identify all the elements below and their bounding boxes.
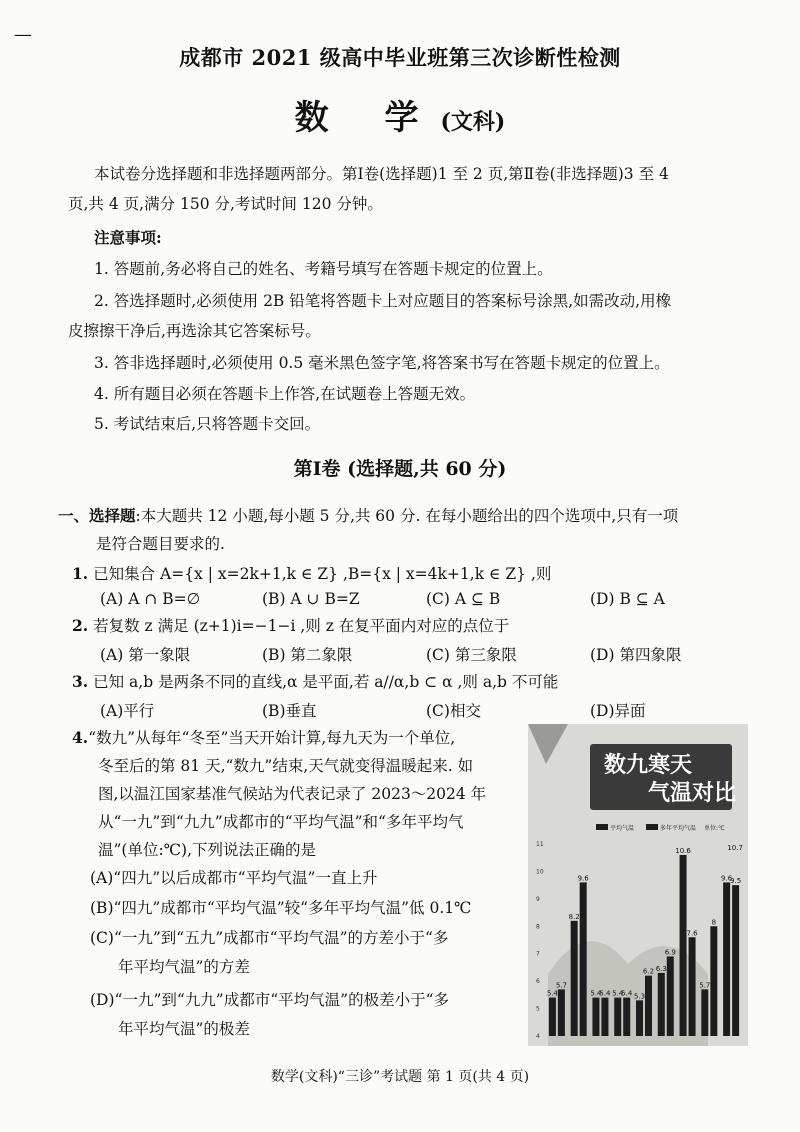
question-text: 已知集合 A={x | x=2k+1,k ∈ Z} ,B={x | x=4k+1,k ∈ Z} ,则 xyxy=(93,565,552,583)
bar-value-label: 9.5 xyxy=(730,877,742,886)
legend-unit: 单位:℃ xyxy=(704,825,725,832)
q1-option-a: (A) A ∩ B=∅ xyxy=(100,590,201,608)
bar-value-label: 8.2 xyxy=(568,912,580,921)
question-4-stem-line-1 xyxy=(72,724,455,752)
bar-avg xyxy=(723,882,730,1036)
bar-value-label: 5.4 xyxy=(612,989,624,998)
q3-option-b: (B)垂直 xyxy=(262,702,317,720)
intro-line-1: 本试卷分选择题和非选择题两部分。第Ⅰ卷(选择题)1 至 2 页,第Ⅱ卷(非选择题)3 至 4 xyxy=(94,165,669,183)
q4-option-b: (B)“四九”成都市“平均气温”较“多年平均气温”低 0.1℃ xyxy=(90,899,472,917)
notice-heading: 注意事项: xyxy=(94,228,162,247)
bar-value-label: 7.6 xyxy=(686,929,698,938)
section-title: 第Ⅰ卷 (选择题,共 60 分) xyxy=(293,458,507,480)
part-label: 一、选择题 xyxy=(58,506,136,525)
part-instructions xyxy=(58,506,678,526)
legend-label-hist: 多年平均气温 xyxy=(660,825,697,832)
y-tick-label: 7 xyxy=(536,950,540,958)
bar-value-label: 6.3 xyxy=(655,964,667,973)
q4-option-a: (A)“四九”以后成都市“平均气温”一直上升 xyxy=(90,869,378,887)
chart-legend xyxy=(596,824,725,832)
page-dash-mark: — xyxy=(14,24,32,45)
question-4-stem-line-2: 冬至后的第 81 天,“数九”结束,天气就变得温暖起来. 如 xyxy=(98,757,474,775)
bar-hist xyxy=(710,926,717,1036)
y-tick-label: 9 xyxy=(536,895,540,903)
subject-title xyxy=(0,90,800,139)
y-tick-label: 11 xyxy=(536,841,544,848)
legend-swatch-avg xyxy=(596,824,608,830)
notice-item-2: 2. 答选择题时,必须使用 2B 铅笔将答题卡上对应题目的答案标号涂黑,如需改动,用橡 xyxy=(94,292,672,310)
bar-value-label: 5.4 xyxy=(599,989,611,998)
question-text: “数九”从每年“冬至”当天开始计算,每九天为一个单位, xyxy=(88,729,456,747)
bar-hist xyxy=(667,956,674,1036)
question-number: 1. xyxy=(72,564,89,583)
chart-title-line-2: 气温对比 xyxy=(648,781,737,806)
question-number: 3. xyxy=(72,672,89,691)
y-tick-label: 6 xyxy=(536,978,540,986)
bar-avg xyxy=(701,989,708,1036)
subject-main: 数 学 xyxy=(294,98,441,138)
bar-avg xyxy=(658,973,665,1036)
bar-avg xyxy=(680,855,687,1036)
bar-value-label: 5.4 xyxy=(621,989,633,998)
legend-label-avg: 平均气温 xyxy=(610,825,635,832)
bar-hist xyxy=(623,998,630,1036)
bar-value-label: 10.6 xyxy=(675,846,691,855)
part-desc-1: :本大题共 12 小题,每小题 5 分,共 60 分. 在每小题给出的四个选项中,只有一项 xyxy=(135,507,679,525)
legend-swatch-hist xyxy=(646,824,658,830)
bar-value-label: 5.7 xyxy=(699,981,711,990)
bar-value-label: 9.6 xyxy=(721,874,733,883)
question-4-stem-line-5: 温”(单位:℃),下列说法正确的是 xyxy=(98,841,317,859)
bar-value-label: 6.9 xyxy=(664,948,676,957)
intro-line-2: 页,共 4 页,满分 150 分,考试时间 120 分钟。 xyxy=(68,195,383,213)
bar-value-label: 6.2 xyxy=(642,967,655,976)
bar-avg xyxy=(636,1000,643,1036)
notice-item-5: 5. 考试结束后,只将答题卡交回。 xyxy=(94,415,321,433)
q4-option-d: (D)“一九”到“九九”成都市“平均气温”的极差小于“多 xyxy=(90,991,449,1009)
bar-avg xyxy=(592,998,599,1036)
q1-option-c: (C) A ⊆ B xyxy=(426,590,501,608)
q4-option-c: (C)“一九”到“五九”成都市“平均气温”的方差小于“多 xyxy=(90,929,449,947)
q2-option-c: (C) 第三象限 xyxy=(426,646,517,664)
question-3-stem xyxy=(72,670,558,692)
bar-hist xyxy=(580,882,587,1036)
notice-item-1: 1. 答题前,务必将自己的姓名、考籍号填写在答题卡规定的位置上。 xyxy=(94,260,553,278)
bar-avg xyxy=(571,921,578,1036)
bar-value-label: 5.7 xyxy=(555,981,567,990)
question-number: 2. xyxy=(72,616,89,635)
bar-value-label: 5.4 xyxy=(590,989,602,998)
bar-value-label: 8 xyxy=(711,918,717,927)
question-4-stem-line-4: 从“一九”到“九九”成都市的“平均气温”和“多年平均气 xyxy=(98,813,464,831)
bar-value-label: 5.4 xyxy=(546,989,558,998)
bar-hist xyxy=(645,976,652,1036)
part-desc-2: 是符合题目要求的. xyxy=(96,535,225,553)
q2-option-d: (D) 第四象限 xyxy=(590,646,682,664)
q1-option-b: (B) A ∪ B=Z xyxy=(262,590,360,608)
temperature-bar-chart xyxy=(528,724,748,1046)
y-tick-label: 5 xyxy=(536,1005,540,1013)
q3-option-c: (C)相交 xyxy=(426,702,481,720)
y-tick-label: 8 xyxy=(536,923,540,931)
bar-hist xyxy=(732,885,739,1036)
bar-hist xyxy=(558,989,565,1036)
question-2-stem xyxy=(72,614,509,636)
chart-title-line-1: 数九寒天 xyxy=(604,753,693,778)
y-tick-label: 10 xyxy=(536,868,544,876)
question-1-stem xyxy=(72,562,551,584)
q3-option-a: (A)平行 xyxy=(100,702,155,720)
bar-avg xyxy=(549,998,556,1036)
bar-hist xyxy=(601,998,608,1036)
y-tick-label: 4 xyxy=(536,1033,540,1040)
subject-sub: (文科) xyxy=(440,109,506,135)
question-number: 4. xyxy=(72,728,89,747)
bar-extra-label: 10.7 xyxy=(727,844,743,853)
q4-option-d-cont: 年平均气温”的极差 xyxy=(118,1020,250,1038)
bar-value-label: 9.6 xyxy=(577,874,589,883)
page-footer: 数学(文科)“三诊”考试题 第 1 页(共 4 页) xyxy=(270,1069,530,1085)
notice-item-4: 4. 所有题目必须在答题卡上作答,在试题卷上答题无效。 xyxy=(94,385,476,403)
exam-title: 成都市 2021 级高中毕业班第三次诊断性检测 xyxy=(179,45,621,70)
bar-avg xyxy=(614,998,621,1036)
notice-item-3: 3. 答非选择题时,必须使用 0.5 毫米黑色签字笔,将答案书写在答题卡规定的位置上。 xyxy=(94,354,670,372)
question-4-stem-line-3: 图,以温江国家基准气候站为代表记录了 2023～2024 年 xyxy=(98,785,487,803)
question-text: 已知 a,b 是两条不同的直线,α 是平面,若 a//α,b ⊂ α ,则 a,b 不可能 xyxy=(93,673,559,691)
q2-option-a: (A) 第一象限 xyxy=(100,646,191,664)
q2-option-b: (B) 第二象限 xyxy=(262,646,353,664)
q3-option-d: (D)异面 xyxy=(590,702,646,720)
q1-option-d: (D) B ⊆ A xyxy=(590,590,665,608)
bar-value-label: 5.3 xyxy=(633,992,646,1001)
notice-item-2-cont: 皮擦擦干净后,再选涂其它答案标号。 xyxy=(68,322,321,340)
q4-option-c-cont: 年平均气温”的方差 xyxy=(118,958,250,976)
question-text: 若复数 z 满足 (z+1)i=−1−i ,则 z 在复平面内对应的点位于 xyxy=(93,617,510,635)
bar-hist xyxy=(689,937,696,1036)
